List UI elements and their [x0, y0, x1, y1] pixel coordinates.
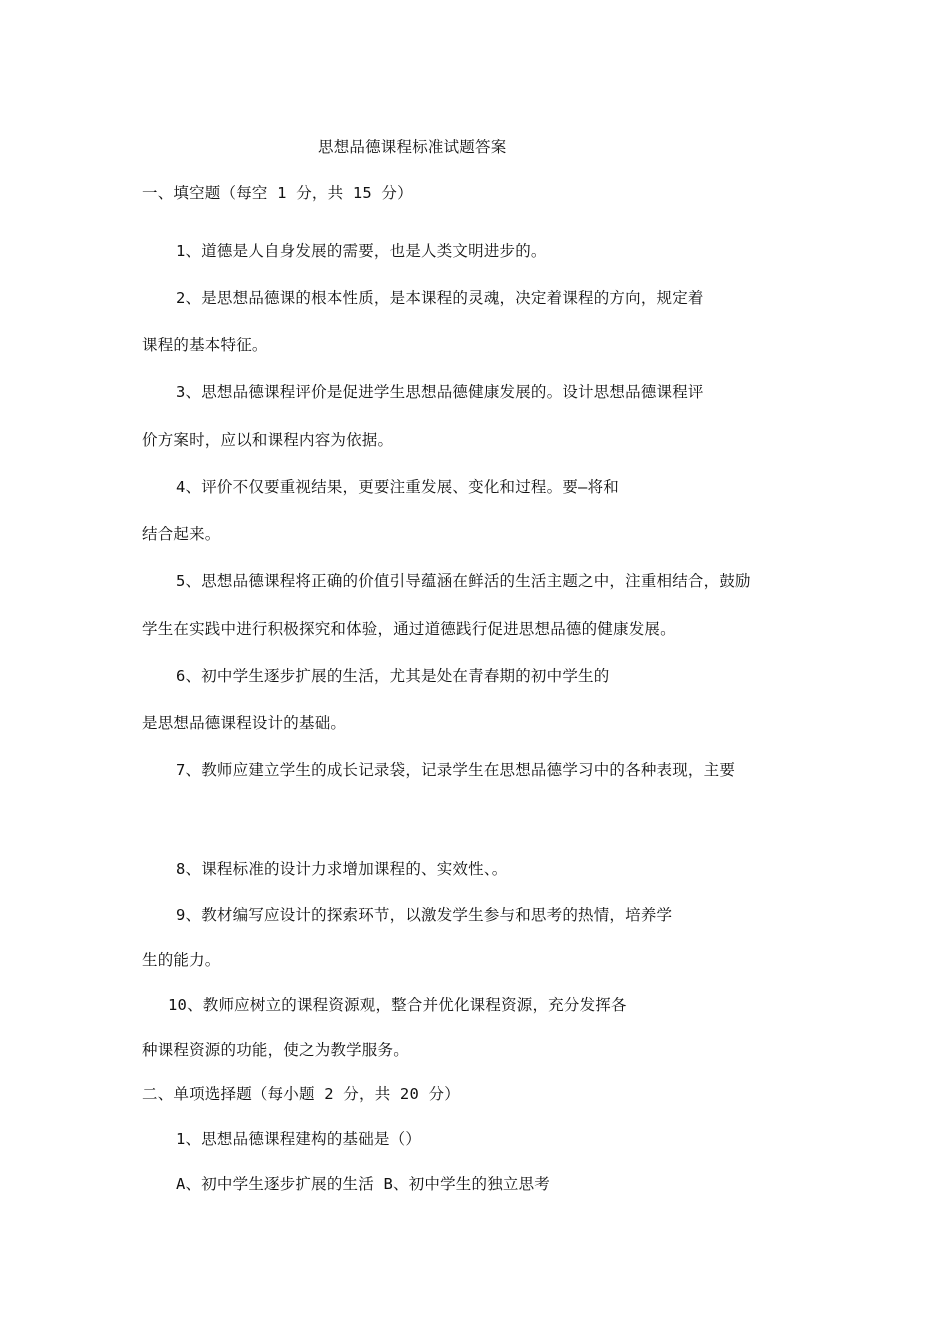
question-8: 8、课程标准的设计力求增加课程的、实效性、。 [176, 860, 508, 878]
question-4-line-1: 4、评价不仅要重视结果，更要注重发展、变化和过程。要—将和 [176, 478, 619, 496]
question-10-line-1: 10、教师应树立的课程资源观，整合并优化课程资源，充分发挥各 [168, 996, 627, 1014]
question-7-line-1: 7、教师应建立学生的成长记录袋，记录学生在思想品德学习中的各种表现，主要 [176, 761, 736, 779]
section-heading-fill-in-blank: 一、填空题（每空 1 分，共 15 分） [142, 184, 413, 202]
question-3-line-2: 价方案时，应以和课程内容为依据。 [142, 431, 394, 449]
choice-question-1-options: A、初中学生逐步扩展的生活 B、初中学生的独立思考 [176, 1175, 550, 1193]
question-5-line-1: 5、思想品德课程将正确的价值引导蕴涵在鲜活的生活主题之中，注重相结合，鼓励 [176, 572, 751, 590]
question-9-line-1: 9、教材编写应设计的探索环节，以激发学生参与和思考的热情，培养学 [176, 906, 673, 924]
question-4-line-2: 结合起来。 [142, 525, 221, 543]
question-2-line-2: 课程的基本特征。 [142, 336, 268, 354]
question-9-line-2: 生的能力。 [142, 951, 221, 969]
section-heading-single-choice: 二、单项选择题（每小题 2 分，共 20 分） [142, 1085, 460, 1103]
question-5-line-2: 学生在实践中进行积极探究和体验，通过道德践行促进思想品德的健康发展。 [142, 620, 676, 638]
question-10-line-2: 种课程资源的功能，使之为教学服务。 [142, 1041, 409, 1059]
question-6-line-1: 6、初中学生逐步扩展的生活，尤其是处在青春期的初中学生的 [176, 667, 610, 685]
question-6-line-2: 是思想品德课程设计的基础。 [142, 714, 347, 732]
question-1: 1、道德是人自身发展的需要，也是人类文明进步的。 [176, 242, 547, 260]
question-3-line-1: 3、思想品德课程评价是促进学生思想品德健康发展的。设计思想品德课程评 [176, 383, 704, 401]
choice-question-1: 1、思想品德课程建构的基础是（） [176, 1130, 422, 1148]
document-title: 思想品德课程标准试题答案 [318, 138, 507, 156]
question-2-line-1: 2、是思想品德课的根本性质，是本课程的灵魂，决定着课程的方向，规定着 [176, 289, 704, 307]
